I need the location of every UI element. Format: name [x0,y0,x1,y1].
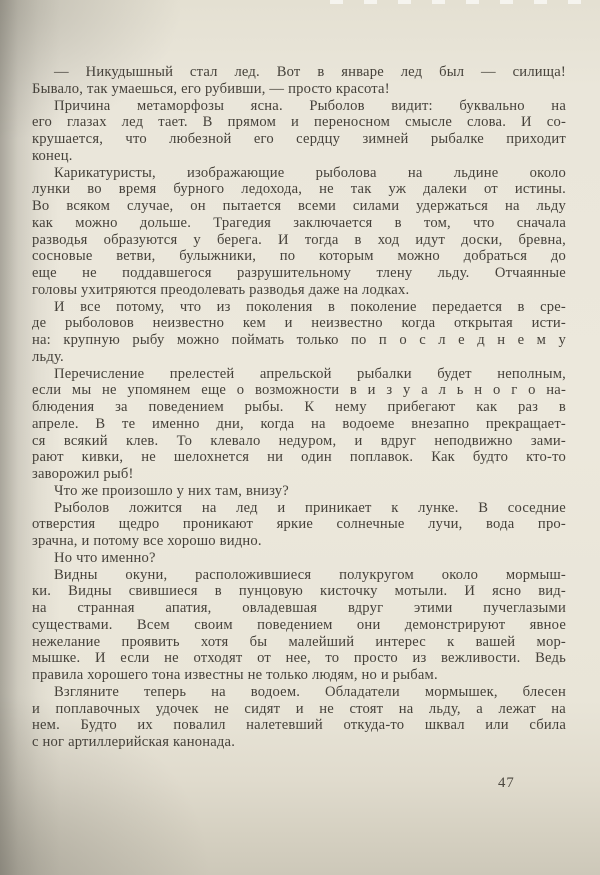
text-line: ся всякий клев. То клевало недуром, и вдруг неподвижно зами- [32,432,566,449]
paragraph [32,684,566,751]
text-line: если мы не упомянем еще о возможности в и з у а л ь н о г о на- [32,382,566,399]
text-line: еще не поддавшегося разрушительному тлену льду. Отчаянные [32,265,566,281]
text-line: блюдения за поведением рыбы. К нему прибегают как раз в [32,399,566,415]
text-line: и поплавочных удочек не сидят и не стоят на льду, а лежат на [32,700,566,717]
text-line: с ног артиллерийская канонада. [32,734,236,750]
text-line: его глазах лед тает. В прямом и переносном смысле слова. И со- [32,114,566,131]
text-line: нежелание проявить хотя бы малейший интерес к вашей мор- [32,633,566,650]
text-line: Причина метаморфозы ясна. Рыболов видит: буквально на [54,97,566,114]
paragraph [32,567,566,684]
text-line: на странная апатия, овладевшая вдруг этими пучеглазыми [32,600,566,616]
paragraph [32,500,566,550]
text-line: де рыболовов неизвестно кем и неизвестно когда открытая исти- [32,315,566,332]
text-line: нем. Будто их повалил налетевший откуда-то шквал или сбила [32,717,566,734]
paragraph [32,64,566,98]
text-line: Карикатуристы, изображающие рыболова на льдине около [54,164,566,181]
text-line: Но что именно? [54,549,156,566]
page-top-edge-highlight [330,0,600,4]
paragraph [32,299,566,366]
paragraph [32,366,566,483]
text-line: зрачна, и потому все хорошо видно. [32,533,262,549]
text-line: головы ухитряются преодолевать разводья даже на лодках. [32,281,410,298]
text-line: как можно дольше. Трагедия заключается в том, что сначала [32,214,566,231]
text-line: Рыболов ложится на лед и приникает к лунке. В соседние [54,499,566,516]
text-line: льду. [32,348,64,365]
text-line: крушается, что любезной его сердцу зимней рыбалке приходит [32,131,566,147]
text-line: существами. Всем своим поведением они демонстрируют явное [32,616,566,633]
text-line: Взгляните теперь на водоем. Обладатели мормышек, блесен [54,683,566,700]
text-line: ки. Видны свившиеся в пунцовую кисточку мотыли. И ясно вид- [32,583,566,600]
text-line: сосновые ветви, булыжники, по которым можно добраться до [32,248,566,265]
text-line: Во всяком случае, он пытается всеми силами удержаться на льду [32,198,566,214]
text-line: правила хорошего тона известны не только людям, но и рыбам. [32,667,438,683]
text-line: Перечисление прелестей апрельской рыбалки будет неполным, [54,365,566,382]
text-line: рают кивки, не шелохнется ни один поплавок. Как будто кто-то [32,449,566,466]
paragraph [32,550,566,567]
text-line: разводья образуются у берега. И тогда в ход идут доски, бревна, [32,231,566,248]
text-line: — Никудышный стал лед. Вот в январе лед был — силища! [54,64,566,80]
page-text-block [32,64,566,751]
paragraph [32,483,566,500]
page-number: 47 [498,775,515,791]
paragraph [32,165,566,299]
text-line: Что же произошло у них там, внизу? [54,482,289,499]
text-line: отверстия щедро проникают яркие солнечные лучи, вода про- [32,516,566,533]
text-line: Бывало, так умаешься, его рубивши, — просто красота! [32,80,390,97]
text-line: лунки во время бурного ледохода, не так уж далеки от истины. [32,181,566,198]
text-line: на: крупную рыбу можно поймать только по п о с л е д н е м у [32,332,566,348]
text-line: апреле. В те именно дни, когда на водоеме внезапно прекращает- [32,415,566,432]
text-line: конец. [32,147,73,164]
paragraph [32,98,566,165]
text-line: мышке. И если не отходят от нее, то просто из вежливости. Ведь [32,650,566,667]
text-line: И все потому, что из поколения в поколение передается в сре- [54,298,566,315]
text-line: Видны окуни, расположившиеся полукругом около мормыш- [54,566,566,583]
text-line: заворожил рыб! [32,466,134,482]
